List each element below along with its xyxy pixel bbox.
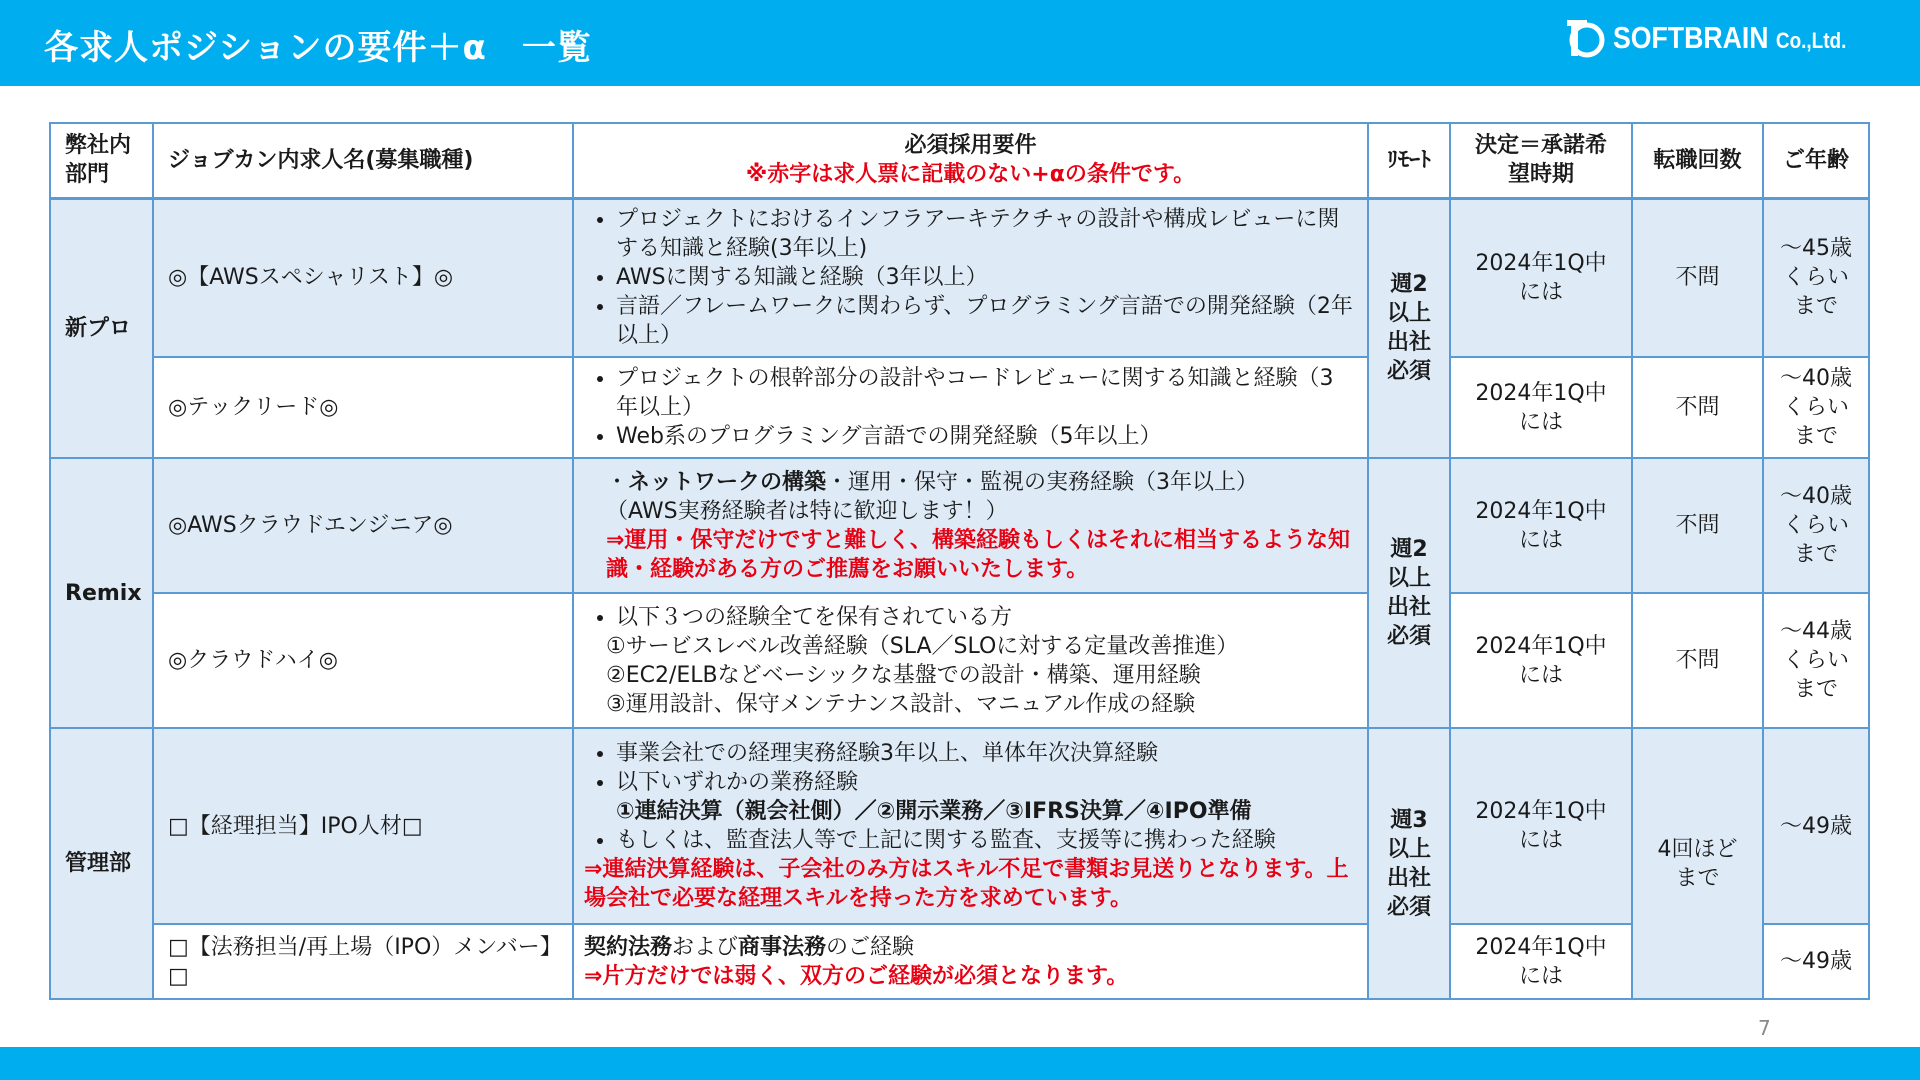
softbrain-logo-icon <box>1563 16 1607 60</box>
timing-cell <box>1450 593 1632 728</box>
age-cell <box>1763 357 1869 458</box>
remote-value: 週2以上出社必須 <box>1386 537 1431 649</box>
requirements-cell: ・ネットワークの構築・運用・保守・監視の実務経験（3年以上） （AWS実務経験者は特に歓迎します！） ⇒運用・保守だけですと難しく、構築経験もしくはそれに相当するような知識・経験がある方のご推薦をお願いいたします。 <box>573 458 1368 593</box>
requirement-item: • 事業会社での経理実務経験3年以上、単体年次決算経験 <box>616 739 1353 768</box>
requirements-title: 必須採用要件 <box>904 133 1037 159</box>
table-row <box>50 458 1869 593</box>
requirement-item: • プロジェクトにおけるインフラアーキテクチャの設計や構成レビューに関する知識と経験(3年以上) <box>616 205 1353 263</box>
job-requirements-table <box>49 122 1870 1000</box>
age-value: ～40歳くらいまで <box>1780 366 1852 449</box>
requirements-cell <box>573 728 1368 924</box>
requirement-line: ③運用設計、保守メンテナンス設計、マニュアル作成の経験 <box>606 691 1196 717</box>
job-changes-cell: 不問 <box>1632 593 1763 728</box>
remote-cell <box>1368 728 1450 999</box>
title-bar <box>0 0 1920 86</box>
requirement-item: • 以下いずれかの業務経験 <box>616 768 1353 797</box>
remote-value: 週2以上出社必須 <box>1386 272 1431 385</box>
timing-cell <box>1450 728 1632 924</box>
requirement-item: • プロジェクトの根幹部分の設計やコードレビューに関する知識と経験（3年以上） <box>616 364 1353 422</box>
remote-cell <box>1368 198 1450 458</box>
table-row <box>50 593 1869 728</box>
requirement-item: • 言語／フレームワークに関わらず、プログラミング言語での開発経験（2年以上） <box>616 292 1353 350</box>
timing-value: 2024年1Q中には <box>1475 633 1607 688</box>
table-row <box>50 357 1869 458</box>
age-cell <box>1763 458 1869 593</box>
footer-bar <box>0 1047 1920 1080</box>
age-cell: ～49歳 <box>1763 924 1869 999</box>
additional-condition: ⇒運用・保守だけですと難しく、構築経験もしくはそれに相当するような知識・経験がある方のご推薦をお願いいたします。 <box>606 527 1350 582</box>
dept-cell: 管理部 <box>50 728 153 999</box>
remote-value: 週3以上出社必須 <box>1386 807 1431 920</box>
age-value: ～40歳くらいまで <box>1780 484 1852 567</box>
requirements-cell: 契約法務および商事法務のご経験 ⇒片方だけでは弱く、双方のご経験が必須となります。 <box>573 924 1368 999</box>
job-changes-cell <box>1632 728 1763 999</box>
job-changes-cell: 不問 <box>1632 357 1763 458</box>
requirement-line: ①サービスレベル改善経験（SLA／SLOに対する定量改善推進） <box>606 633 1239 659</box>
requirement-item: • 以下３つの経験全てを保有されている方 <box>616 603 1353 632</box>
age-cell: ～49歳 <box>1763 728 1869 924</box>
dept-cell: 新プロ <box>50 198 153 458</box>
col-header-dept: 弊社内部門 <box>50 123 153 198</box>
timing-cell <box>1450 458 1632 593</box>
job-changes-cell: 不問 <box>1632 198 1763 357</box>
page-number: 7 <box>1758 1016 1771 1040</box>
table-header-row <box>50 123 1869 198</box>
col-header-age: ご年齢 <box>1763 123 1869 198</box>
table-row <box>50 198 1869 357</box>
job-name: □【法務担当/再上場（IPO）メンバー】□ <box>153 924 573 999</box>
additional-condition: ⇒片方だけでは弱く、双方のご経験が必須となります。 <box>584 963 1129 989</box>
logo-suffix: Co.,Ltd. <box>1775 28 1847 53</box>
table-row <box>50 924 1869 999</box>
timing-cell <box>1450 924 1632 999</box>
requirement-item: • AWSに関する知識と経験（3年以上） <box>616 263 1353 292</box>
requirements-cell <box>573 593 1368 728</box>
age-value: ～45歳くらいまで <box>1780 236 1852 320</box>
requirement-detail: ①連結決算（親会社側）／②開示業務／③IFRS決算／④IPO準備 <box>616 799 1252 824</box>
page-title: 各求人ポジションの要件＋α 一覧 <box>44 28 592 68</box>
col-header-name: ジョブカン内求人名(募集職種) <box>153 123 573 198</box>
requirements-note: ※赤字は求人票に記載のない+αの条件です。 <box>745 162 1196 188</box>
timing-cell <box>1450 198 1632 357</box>
timing-value: 2024年1Q中には <box>1475 498 1607 553</box>
remote-cell <box>1368 458 1450 728</box>
additional-condition: ⇒連結決算経験は、子会社のみ方はスキル不足で書類お見送りとなります。上場会社で必要な経理スキルを持った方を求めています。 <box>584 857 1349 911</box>
requirement-note: （AWS実務経験者は特に歓迎します！） <box>606 498 1008 524</box>
requirements-cell <box>573 198 1368 357</box>
timing-value: 2024年1Q中には <box>1475 250 1607 305</box>
job-name: ◎クラウドハイ◎ <box>153 593 573 728</box>
col-header-remote: ﾘﾓｰﾄ <box>1368 123 1450 198</box>
job-changes-cell: 不問 <box>1632 458 1763 593</box>
col-header-requirements <box>573 123 1368 198</box>
age-cell <box>1763 593 1869 728</box>
job-changes-value: 4回ほどまで <box>1657 836 1738 891</box>
col-header-job-changes: 転職回数 <box>1632 123 1763 198</box>
job-name: ◎【AWSスペシャリスト】◎ <box>153 198 573 357</box>
age-cell <box>1763 198 1869 357</box>
requirement-highlight: ネットワークの構築 <box>628 469 827 495</box>
requirement-item: • Web系のプログラミング言語での開発経験（5年以上） <box>616 422 1353 451</box>
timing-cell <box>1450 357 1632 458</box>
requirement-line: ②EC2/ELBなどベーシックな基盤での設計・構築、運用経験 <box>606 662 1201 688</box>
table-row <box>50 728 1869 924</box>
dept-cell: Remix <box>50 458 153 728</box>
job-name: ◎テックリード◎ <box>153 357 573 458</box>
logo-wordmark: SOFTBRAIN <box>1612 20 1769 55</box>
age-value: ～44歳くらいまで <box>1780 619 1852 702</box>
job-name: □【経理担当】IPO人材□ <box>153 728 573 924</box>
timing-value: 2024年1Q中には <box>1475 380 1607 435</box>
timing-value: 2024年1Q中には <box>1475 934 1607 989</box>
timing-value: 2024年1Q中には <box>1475 799 1607 853</box>
job-name: ◎AWSクラウドエンジニア◎ <box>153 458 573 593</box>
requirement-item: • もしくは、監査法人等で上記に関する監査、支援等に携わった経験 <box>616 826 1353 855</box>
requirements-cell <box>573 357 1368 458</box>
col-header-timing: 決定＝承諾希望時期 <box>1450 123 1632 198</box>
company-logo <box>1563 16 1884 60</box>
